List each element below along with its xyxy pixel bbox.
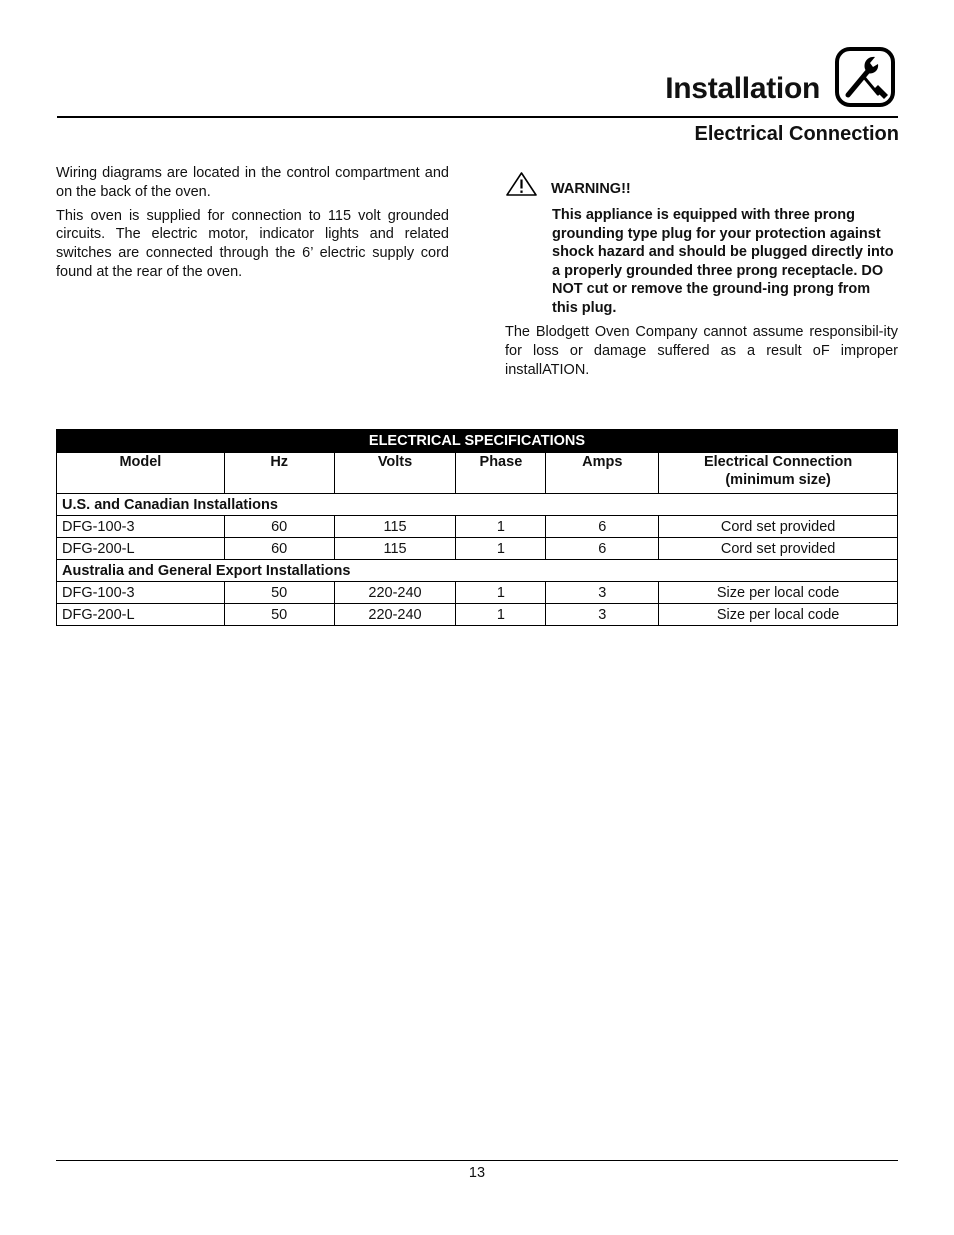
table-cell: Size per local code: [659, 582, 898, 604]
table-cell: Cord set provided: [659, 516, 898, 538]
table-cell: 6: [546, 516, 659, 538]
table-cell: DFG-100-3: [57, 516, 225, 538]
table-cell: DFG-200-L: [57, 604, 225, 626]
column-header: Model: [57, 453, 225, 494]
column-header: [659, 453, 898, 494]
column-header: Hz: [224, 453, 334, 494]
table-title: ELECTRICAL SPECIFICATIONS: [57, 430, 898, 453]
table-row: [57, 538, 898, 560]
table-cell: 50: [224, 582, 334, 604]
table-cell: DFG-200-L: [57, 538, 225, 560]
page-title: Installation: [665, 72, 820, 105]
table-cell: 3: [546, 582, 659, 604]
header-divider: [57, 116, 898, 118]
group-label: Australia and General Export Installations: [57, 560, 898, 582]
table-cell: 1: [456, 582, 546, 604]
group-label: U.S. and Canadian Installations: [57, 494, 898, 516]
table-cell: 115: [334, 516, 456, 538]
group-row: [57, 560, 898, 582]
column-header: Amps: [546, 453, 659, 494]
column-header-line: (minimum size): [725, 472, 831, 488]
warning-text: This appliance is equipped with three prong grounding type plug for your protection against shock hazard and should be plugged directly into a properly grounded three prong receptacle. DO NOT cut or remove the ground-ing prong from this plug.: [552, 207, 894, 316]
intro-text: [56, 164, 449, 287]
footer-divider: [56, 1160, 898, 1161]
table-header-row: [57, 453, 898, 494]
warning-triangle-icon: [505, 171, 538, 197]
table-cell: DFG-100-3: [57, 582, 225, 604]
table-cell: 220-240: [334, 582, 456, 604]
table-cell: 60: [224, 516, 334, 538]
group-row: [57, 494, 898, 516]
table-row: [57, 582, 898, 604]
table-cell: 50: [224, 604, 334, 626]
table-row: [57, 604, 898, 626]
table-cell: 6: [546, 538, 659, 560]
table-cell: 220-240: [334, 604, 456, 626]
tools-icon: [834, 46, 896, 108]
table-cell: Size per local code: [659, 604, 898, 626]
table-row: [57, 516, 898, 538]
column-header-line: Electrical Connection: [703, 454, 853, 470]
column-header: Phase: [456, 453, 546, 494]
table-cell: 115: [334, 538, 456, 560]
table-cell: 1: [456, 604, 546, 626]
disclaimer-text: The Blodgett Oven Company cannot assume responsibil-ity for loss or damage suffered as a result oF improper installATION.: [505, 324, 898, 378]
electrical-specifications-table: [56, 429, 898, 626]
supply-paragraph: This oven is supplied for connection to 115 volt grounded circuits. The electric motor, indicator lights and related switches are connected through the 6’ electric supply cord found at the rear of the oven.: [56, 207, 449, 280]
wiring-paragraph: Wiring diagrams are located in the control compartment and on the back of the oven.: [56, 165, 449, 200]
column-header: Volts: [334, 453, 456, 494]
table-cell: 1: [456, 516, 546, 538]
table-cell: 60: [224, 538, 334, 560]
section-title: Electrical Connection: [694, 123, 899, 145]
table-cell: 1: [456, 538, 546, 560]
warning-heading: WARNING!!: [551, 181, 631, 197]
table-cell: 3: [546, 604, 659, 626]
table-cell: Cord set provided: [659, 538, 898, 560]
page-number: 13: [468, 1165, 486, 1181]
